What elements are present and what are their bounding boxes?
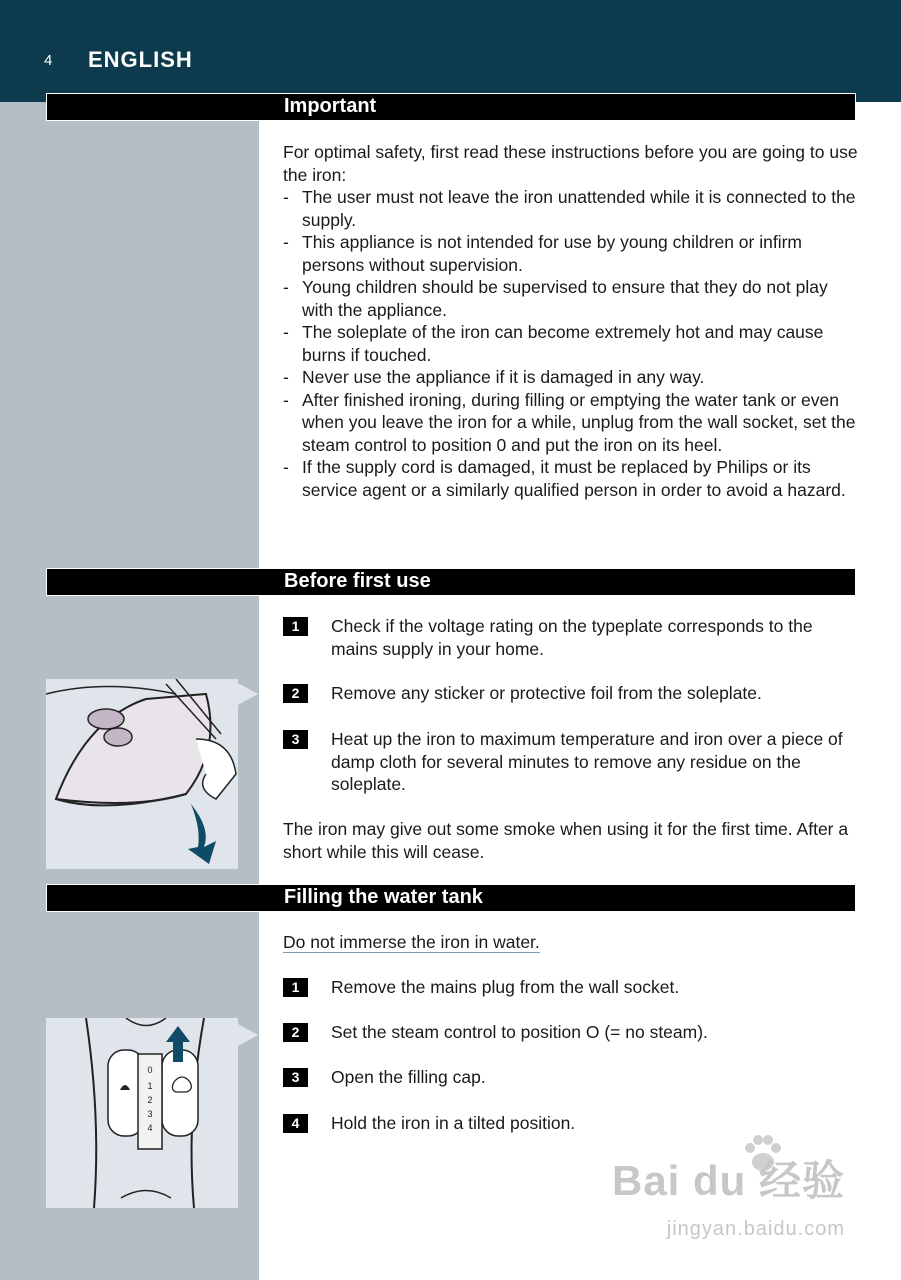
safety-item: - If the supply cord is damaged, it must be replaced by Philips or its service agent or a similarly qualified person in order to avoid a hazard. xyxy=(283,457,846,500)
immersion-warning xyxy=(283,931,858,954)
page-header xyxy=(0,0,901,102)
dial-label: 2 xyxy=(147,1095,153,1105)
step-item xyxy=(283,682,858,705)
step-item xyxy=(283,728,858,796)
page-number: 4 xyxy=(44,52,53,69)
section-title: Important xyxy=(284,95,377,117)
watermark-brand: Bai du 经验 xyxy=(611,1157,845,1204)
step-number: 1 xyxy=(283,978,308,997)
section-title: Filling the water tank xyxy=(284,886,483,908)
section-header-before-first-use xyxy=(46,568,856,596)
step-text: Remove any sticker or protective foil from the soleplate. xyxy=(331,683,762,703)
language-label: ENGLISH xyxy=(88,47,193,72)
step-item xyxy=(283,1021,858,1044)
safety-item: - Young children should be supervised to ensure that they do not play with the appliance. xyxy=(283,277,828,320)
important-intro: For optimal safety, first read these instructions before you are going to use the iron: xyxy=(283,142,858,185)
important-content xyxy=(283,141,858,501)
section-header-important xyxy=(46,93,856,121)
step-text: Set the steam control to position O (= no steam). xyxy=(331,1022,708,1042)
iron-foil-illustration xyxy=(46,679,238,869)
step-number: 2 xyxy=(283,1023,308,1042)
step-item xyxy=(283,1066,858,1089)
watermark-url: jingyan.baidu.com xyxy=(666,1218,845,1240)
step-text: Remove the mains plug from the wall socket. xyxy=(331,977,680,997)
step-number: 4 xyxy=(283,1114,308,1133)
step-text: Hold the iron in a tilted position. xyxy=(331,1113,576,1133)
section-header-filling xyxy=(46,884,856,912)
steam-dial-drawing xyxy=(46,1018,238,1208)
dial-label: 3 xyxy=(147,1109,153,1119)
safety-item: - After finished ironing, during filling or emptying the water tank or even when you leave the iron for a while, unplug from the wall socket, set the steam control to position 0 and put the iron on its heel. xyxy=(283,389,856,455)
safety-item: - The soleplate of the iron can become extremely hot and may cause burns if touched. xyxy=(283,322,824,365)
dial-label: 0 xyxy=(147,1065,153,1075)
safety-item: - The user must not leave the iron unattended while it is connected to the supply. xyxy=(283,187,856,230)
step-number: 2 xyxy=(283,684,308,703)
iron-drawing xyxy=(46,679,238,869)
illustration-pointer xyxy=(238,1024,258,1046)
step-item xyxy=(283,976,858,999)
section-title: Before first use xyxy=(284,570,431,592)
step-text: Heat up the iron to maximum temperature and iron over a piece of damp cloth for several minutes to remove any residue on the soleplate. xyxy=(331,729,843,794)
safety-list xyxy=(283,186,858,501)
illustration-pointer xyxy=(238,683,258,705)
step-number: 3 xyxy=(283,730,308,749)
dial-label: 1 xyxy=(147,1081,153,1091)
step-number: 1 xyxy=(283,617,308,636)
warning-text: Do not immerse the iron in water. xyxy=(283,932,540,952)
dial-label: 4 xyxy=(147,1123,153,1133)
step-text: Check if the voltage rating on the typeplate corresponds to the mains supply in your home. xyxy=(331,616,813,659)
step-text: Open the filling cap. xyxy=(331,1067,486,1087)
step-item xyxy=(283,615,858,660)
safety-item: - Never use the appliance if it is damaged in any way. xyxy=(283,367,705,387)
step-item xyxy=(283,1112,858,1135)
steam-control-illustration xyxy=(46,1018,238,1208)
safety-item: - This appliance is not intended for use by young children or infirm persons without supervision. xyxy=(283,232,802,275)
step-number: 3 xyxy=(283,1068,308,1087)
first-use-note: The iron may give out some smoke when using it for the first time. After a short while this will cease. xyxy=(283,819,849,862)
